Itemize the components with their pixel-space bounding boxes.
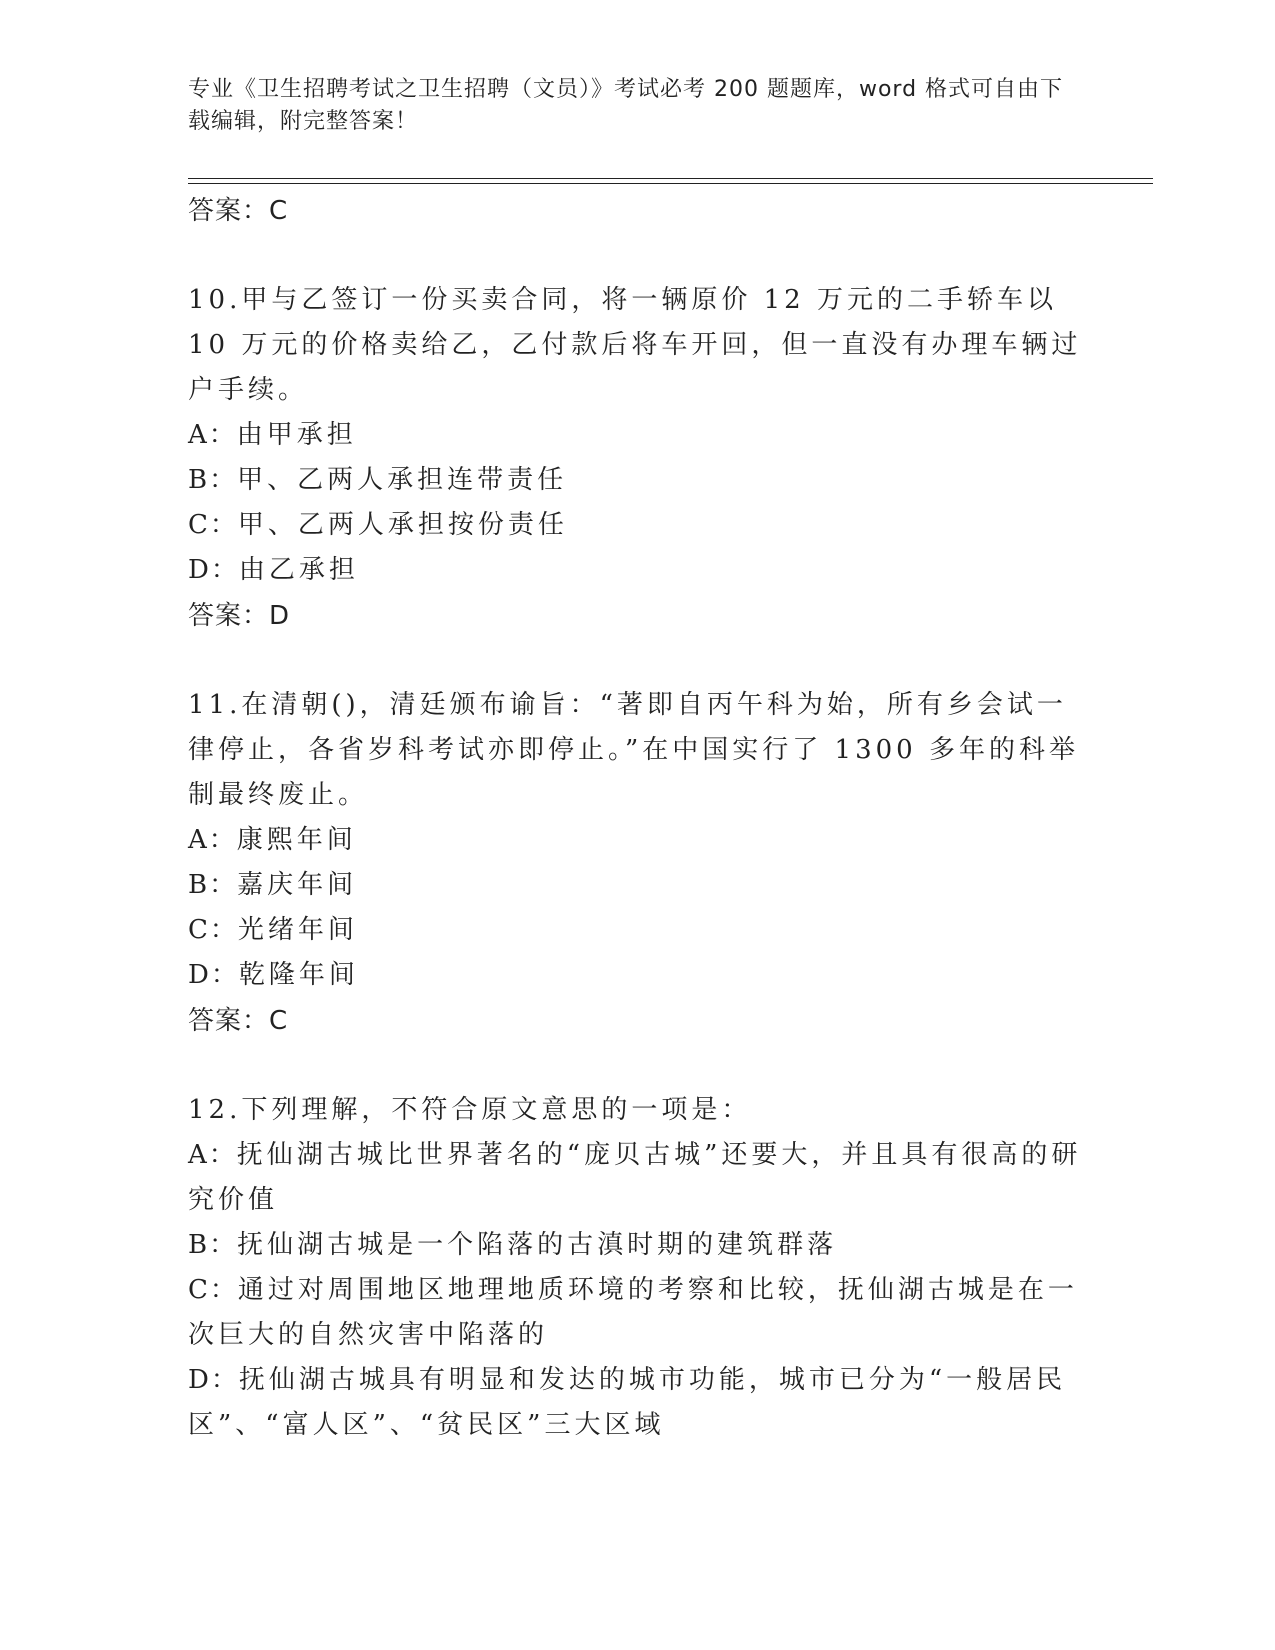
option-key: B： — [188, 465, 238, 495]
option-key: A： — [188, 420, 237, 450]
option-a — [188, 413, 1088, 458]
question-11 — [188, 683, 1088, 1044]
option-text: 甲、乙两人承担按份责任 — [237, 510, 568, 540]
option-text: 抚仙湖古城具有明显和发达的城市功能，城市已分为“一般居民区”、“富人区”、“贫民区”三大区域 — [188, 1365, 1067, 1440]
option-key: A： — [188, 825, 237, 855]
answer-line: 答案：C — [188, 1006, 289, 1036]
option-key: C： — [188, 1275, 238, 1305]
option-a — [188, 1133, 1088, 1223]
question-12 — [188, 1088, 1088, 1448]
option-key: B： — [188, 870, 238, 900]
option-text: 由甲承担 — [236, 420, 357, 450]
option-text: 由乙承担 — [238, 555, 359, 585]
option-key: B： — [188, 1230, 238, 1260]
option-d — [188, 1358, 1088, 1448]
answer-line: 答案：C — [188, 196, 289, 226]
option-c — [188, 908, 1088, 953]
option-text: 抚仙湖古城比世界著名的“庞贝古城”还要大，并且具有很高的研究价值 — [188, 1140, 1082, 1215]
option-text: 抚仙湖古城是一个陷落的古滇时期的建筑群落 — [237, 1230, 838, 1260]
option-text: 康熙年间 — [236, 825, 357, 855]
question-list — [188, 188, 1088, 1448]
page-header: 专业《卫生招聘考试之卫生招聘（文员）》考试必考 200 题题库，word 格式可自由下载编辑，附完整答案！ — [188, 77, 1064, 134]
header-divider-bottom — [188, 183, 1153, 184]
question-10 — [188, 278, 1088, 639]
option-key: D： — [188, 555, 239, 585]
option-b — [188, 863, 1088, 908]
option-key: D： — [188, 960, 239, 990]
option-b — [188, 1223, 1088, 1268]
option-key: A： — [188, 1140, 237, 1170]
option-key: C： — [188, 915, 238, 945]
option-text: 通过对周围地区地理地质环境的考察和比较，抚仙湖古城是在一次巨大的自然灾害中陷落的 — [188, 1275, 1078, 1350]
option-key: C： — [188, 510, 238, 540]
option-d — [188, 548, 1088, 593]
question-stem: 11.在清朝()，清廷颁布谕旨：“著即自丙午科为始，所有乡会试一律停止，各省岁科考试亦即停止。”在中国实行了 1300 多年的科举制最终废止。 — [188, 690, 1079, 810]
option-text: 甲、乙两人承担连带责任 — [237, 465, 568, 495]
option-a — [188, 818, 1088, 863]
option-text: 光绪年间 — [237, 915, 358, 945]
answer-line: 答案：D — [188, 601, 291, 631]
option-b — [188, 458, 1088, 503]
question-stem: 10.甲与乙签订一份买卖合同，将一辆原价 12 万元的二手轿车以 10 万元的价格卖给乙，乙付款后将车开回，但一直没有办理车辆过户手续。 — [188, 285, 1082, 405]
option-key: D： — [188, 1365, 239, 1395]
header-divider-top — [188, 178, 1153, 179]
question-stem: 12.下列理解，不符合原文意思的一项是： — [188, 1095, 752, 1125]
option-c — [188, 1268, 1088, 1358]
option-c — [188, 503, 1088, 548]
option-text: 乾隆年间 — [238, 960, 359, 990]
option-d — [188, 953, 1088, 998]
option-text: 嘉庆年间 — [237, 870, 358, 900]
